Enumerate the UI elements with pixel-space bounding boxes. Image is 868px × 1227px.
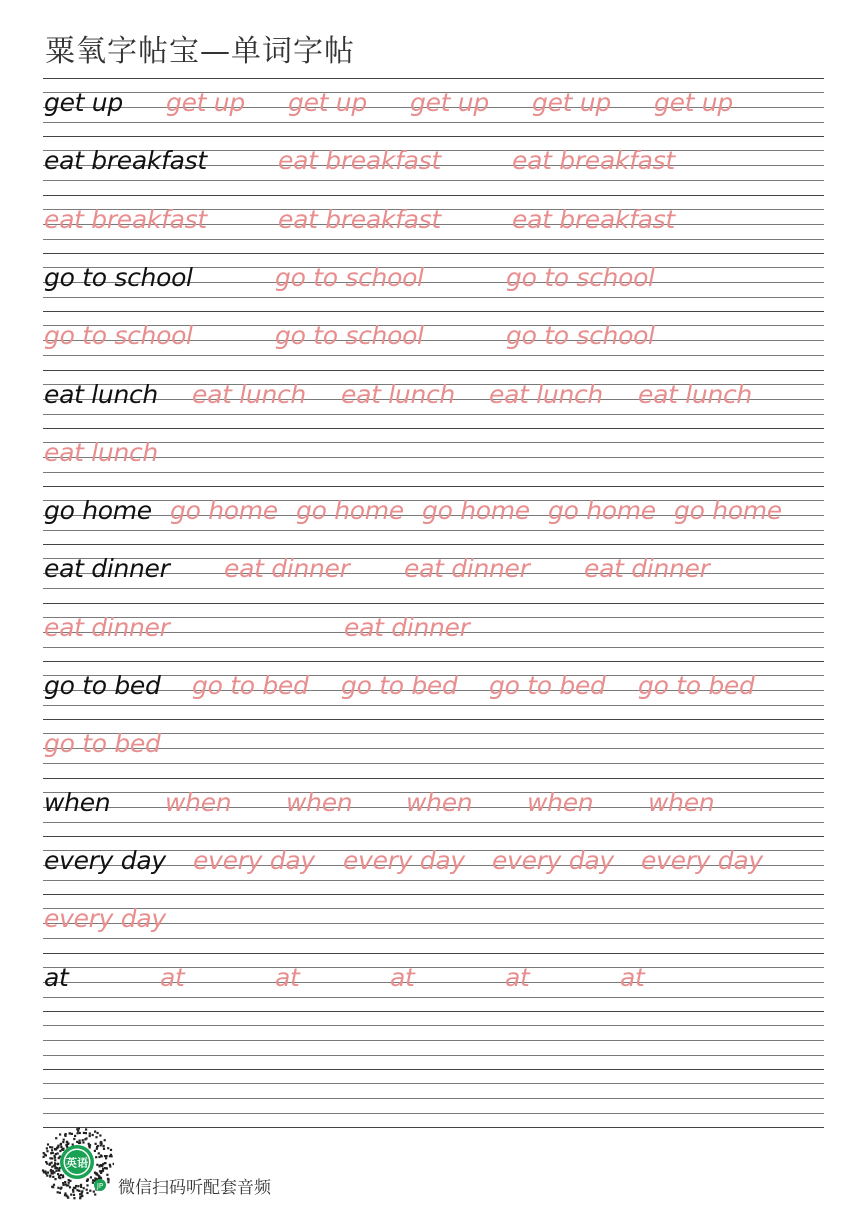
ruled-line [43, 544, 824, 545]
model-word: when [44, 788, 111, 817]
trace-word: every day [641, 846, 763, 875]
ruled-line [43, 239, 824, 240]
ruled-line [43, 370, 824, 371]
ruled-line [43, 1098, 824, 1099]
ruled-line [43, 822, 824, 823]
trace-word: eat dinner [44, 613, 170, 642]
trace-word: go home [674, 496, 782, 525]
ruled-line [43, 836, 824, 837]
ruled-line [43, 530, 824, 531]
qr-badge-label: 英语 [66, 1156, 88, 1170]
ruled-line [43, 122, 824, 123]
trace-word: at [275, 963, 300, 992]
ruled-line [43, 414, 824, 415]
ruled-line [43, 661, 824, 662]
model-word: eat dinner [44, 554, 170, 583]
trace-word: every day [193, 846, 315, 875]
ruled-line [43, 457, 824, 458]
trace-word: when [527, 788, 594, 817]
trace-word: eat dinner [344, 613, 470, 642]
trace-word: at [505, 963, 530, 992]
trace-word: eat breakfast [278, 205, 441, 234]
ruled-line [43, 603, 824, 604]
model-word: every day [44, 846, 166, 875]
ruled-line [43, 647, 824, 648]
ruled-line [43, 997, 824, 998]
trace-word: go to school [506, 263, 655, 292]
ruled-line [43, 136, 824, 137]
trace-word: eat dinner [224, 554, 350, 583]
ruled-line [43, 763, 824, 764]
trace-word: go to school [275, 263, 424, 292]
ruled-line [43, 588, 824, 589]
trace-word: when [286, 788, 353, 817]
ruled-line [43, 195, 824, 196]
model-word: at [44, 963, 69, 992]
trace-word: get up [654, 88, 733, 117]
ruled-line [43, 311, 824, 312]
trace-word: eat dinner [404, 554, 530, 583]
trace-word: go to school [506, 321, 655, 350]
ruled-line [43, 880, 824, 881]
footer-caption: 微信扫码听配套音频 [118, 1178, 271, 1198]
trace-word: every day [44, 904, 166, 933]
ruled-line [43, 1069, 824, 1070]
ruled-line [43, 1113, 824, 1114]
trace-word: go to bed [192, 671, 309, 700]
ruled-line [43, 894, 824, 895]
ruled-line [43, 938, 824, 939]
trace-word: get up [288, 88, 367, 117]
ruled-line [43, 442, 824, 443]
ruled-line [43, 180, 824, 181]
trace-word: go to bed [341, 671, 458, 700]
model-word: eat lunch [44, 380, 158, 409]
trace-word: get up [166, 88, 245, 117]
trace-word: when [648, 788, 715, 817]
trace-word: eat breakfast [278, 146, 441, 175]
trace-word: go home [170, 496, 278, 525]
trace-word: go to bed [489, 671, 606, 700]
ruled-line [43, 705, 824, 706]
trace-word: when [165, 788, 232, 817]
trace-word: go home [548, 496, 656, 525]
ruled-line [43, 428, 824, 429]
footer [40, 1126, 440, 1200]
model-word: go to bed [44, 671, 161, 700]
trace-word: go to school [275, 321, 424, 350]
trace-word: go to bed [44, 729, 161, 758]
model-word: eat breakfast [44, 146, 207, 175]
model-word: go home [44, 496, 152, 525]
ruled-line [43, 472, 824, 473]
ruled-line [43, 355, 824, 356]
trace-word: go to bed [638, 671, 755, 700]
page-title: 粟氧字帖宝—单词字帖 [45, 34, 355, 69]
ruled-line [43, 1040, 824, 1041]
trace-word: at [160, 963, 185, 992]
qr-code-icon[interactable] [40, 1126, 114, 1200]
trace-word: at [390, 963, 415, 992]
ruled-line [43, 1055, 824, 1056]
trace-word: at [620, 963, 645, 992]
ruled-line [43, 78, 824, 79]
ruled-line [43, 778, 824, 779]
trace-word: eat breakfast [44, 205, 207, 234]
ruled-line [43, 719, 824, 720]
ruled-line [43, 1011, 824, 1012]
trace-word: get up [410, 88, 489, 117]
ruled-line [43, 486, 824, 487]
trace-word: when [406, 788, 473, 817]
model-word: go to school [44, 263, 193, 292]
qr-corner-label: JP [96, 1182, 104, 1190]
trace-word: get up [532, 88, 611, 117]
trace-word: every day [492, 846, 614, 875]
trace-word: eat dinner [584, 554, 710, 583]
ruled-line [43, 953, 824, 954]
ruled-line [43, 297, 824, 298]
trace-word: eat lunch [638, 380, 752, 409]
trace-word: eat lunch [489, 380, 603, 409]
trace-word: every day [343, 846, 465, 875]
trace-word: eat breakfast [512, 205, 675, 234]
trace-word: go home [422, 496, 530, 525]
trace-word: eat lunch [341, 380, 455, 409]
trace-word: eat breakfast [512, 146, 675, 175]
ruled-line [43, 253, 824, 254]
model-word: get up [44, 88, 123, 117]
trace-word: go home [296, 496, 404, 525]
trace-word: eat lunch [192, 380, 306, 409]
trace-word: go to school [44, 321, 193, 350]
ruled-line [43, 1083, 824, 1084]
trace-word: eat lunch [44, 438, 158, 467]
ruled-line [43, 1025, 824, 1026]
